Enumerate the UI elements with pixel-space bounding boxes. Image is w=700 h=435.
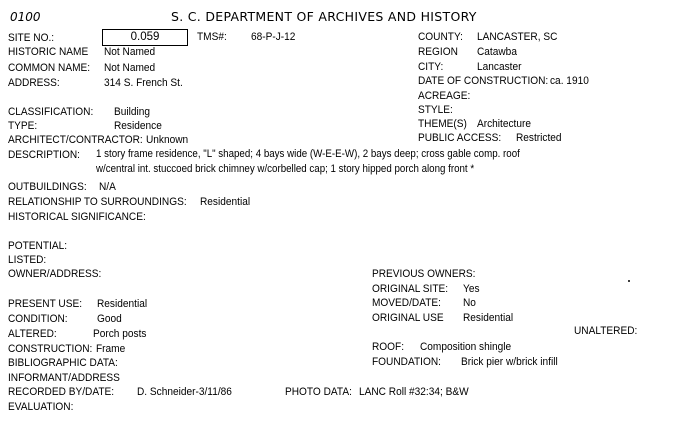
present-use-label: PRESENT USE:: [8, 298, 83, 310]
altered-value: Porch posts: [93, 328, 147, 340]
speck-mark: [628, 280, 630, 282]
photo-value: LANC Roll #32:34; B&W: [359, 386, 469, 398]
acreage-label: ACREAGE:: [418, 90, 471, 102]
file-id: 0100: [10, 10, 41, 24]
foundation-value: Brick pier w/brick infill: [461, 356, 558, 368]
city-value: Lancaster: [477, 61, 522, 73]
historic-name-label: HISTORIC NAME: [8, 46, 89, 58]
style-label: STYLE:: [418, 104, 453, 116]
original-site-value: Yes: [463, 283, 480, 295]
region-label: REGION: [418, 46, 458, 58]
construction-value: Frame: [96, 343, 126, 355]
relationship-value: Residential: [200, 196, 251, 208]
classification-label: CLASSIFICATION:: [8, 106, 94, 118]
significance-label: HISTORICAL SIGNIFICANCE:: [8, 211, 146, 223]
recorded-value: D. Schneider-3/11/86: [137, 386, 232, 398]
description-line-2: w/central int. stuccoed brick chimney w/corbelled cap; 1 story hipped porch along front *: [96, 163, 475, 175]
date-construction-label: DATE OF CONSTRUCTION:: [418, 75, 549, 87]
architect-value: Unknown: [146, 134, 189, 146]
construction-label: CONSTRUCTION:: [8, 343, 93, 355]
potential-label: POTENTIAL:: [8, 240, 68, 252]
recorded-label: RECORDED BY/DATE:: [8, 386, 115, 398]
owner-label: OWNER/ADDRESS:: [8, 268, 102, 280]
outbuildings-value: N/A: [99, 181, 116, 193]
photo-label: PHOTO DATA:: [285, 386, 352, 398]
moved-date-value: No: [463, 297, 476, 309]
architect-label: ARCHITECT/CONTRACTOR:: [8, 134, 143, 146]
original-use-label: ORIGINAL USE: [372, 312, 444, 324]
foundation-label: FOUNDATION:: [372, 356, 441, 368]
outbuildings-label: OUTBUILDINGS:: [8, 181, 87, 193]
themes-value: Architecture: [477, 118, 532, 130]
address-value: 314 S. French St.: [104, 77, 183, 89]
type-value: Residence: [114, 120, 162, 132]
classification-value: Building: [114, 106, 151, 118]
moved-date-label: MOVED/DATE:: [372, 297, 441, 309]
evaluation-label: EVALUATION:: [8, 401, 74, 413]
listed-label: LISTED:: [8, 254, 47, 266]
tms-value: 68-P-J-12: [251, 31, 296, 43]
tms-label: TMS#:: [197, 31, 227, 43]
bibliographic-label: BIBLIOGRAPHIC DATA:: [8, 357, 118, 369]
site-no-box: 0.059: [102, 29, 188, 46]
informant-label: INFORMANT/ADDRESS: [8, 372, 120, 384]
county-label: COUNTY:: [418, 31, 463, 43]
date-construction-value: ca. 1910: [550, 75, 589, 87]
common-name-label: COMMON NAME:: [8, 62, 91, 74]
altered-label: ALTERED:: [8, 328, 57, 340]
description-line-1: 1 story frame residence, "L" shaped; 4 bays wide (W-E-E-W), 2 bays deep; cross gable comp. roof: [96, 148, 520, 160]
description-label: DESCRIPTION:: [8, 149, 80, 161]
site-no-label: SITE NO.:: [8, 32, 55, 44]
city-label: CITY:: [418, 61, 444, 73]
condition-label: CONDITION:: [8, 313, 68, 325]
original-site-label: ORIGINAL SITE:: [372, 283, 449, 295]
previous-owners-label: PREVIOUS OWNERS:: [372, 268, 476, 280]
roof-value: Composition shingle: [420, 341, 512, 353]
public-access-value: Restricted: [516, 132, 562, 144]
historic-name-value: Not Named: [104, 46, 156, 58]
region-value: Catawba: [477, 46, 517, 58]
themes-label: THEME(S): [418, 118, 467, 130]
unaltered-label: UNALTERED:: [574, 325, 638, 337]
public-access-label: PUBLIC ACCESS:: [418, 132, 502, 144]
common-name-value: Not Named: [104, 62, 156, 74]
roof-label: ROOF:: [372, 341, 405, 353]
relationship-label: RELATIONSHIP TO SURROUNDINGS:: [8, 196, 187, 208]
present-use-value: Residential: [97, 298, 148, 310]
page-title: S. C. DEPARTMENT OF ARCHIVES AND HISTORY: [171, 9, 477, 24]
type-label: TYPE:: [8, 120, 38, 132]
county-value: LANCASTER, SC: [477, 31, 558, 43]
address-label: ADDRESS:: [8, 77, 60, 89]
condition-value: Good: [97, 313, 122, 325]
original-use-value: Residential: [463, 312, 514, 324]
